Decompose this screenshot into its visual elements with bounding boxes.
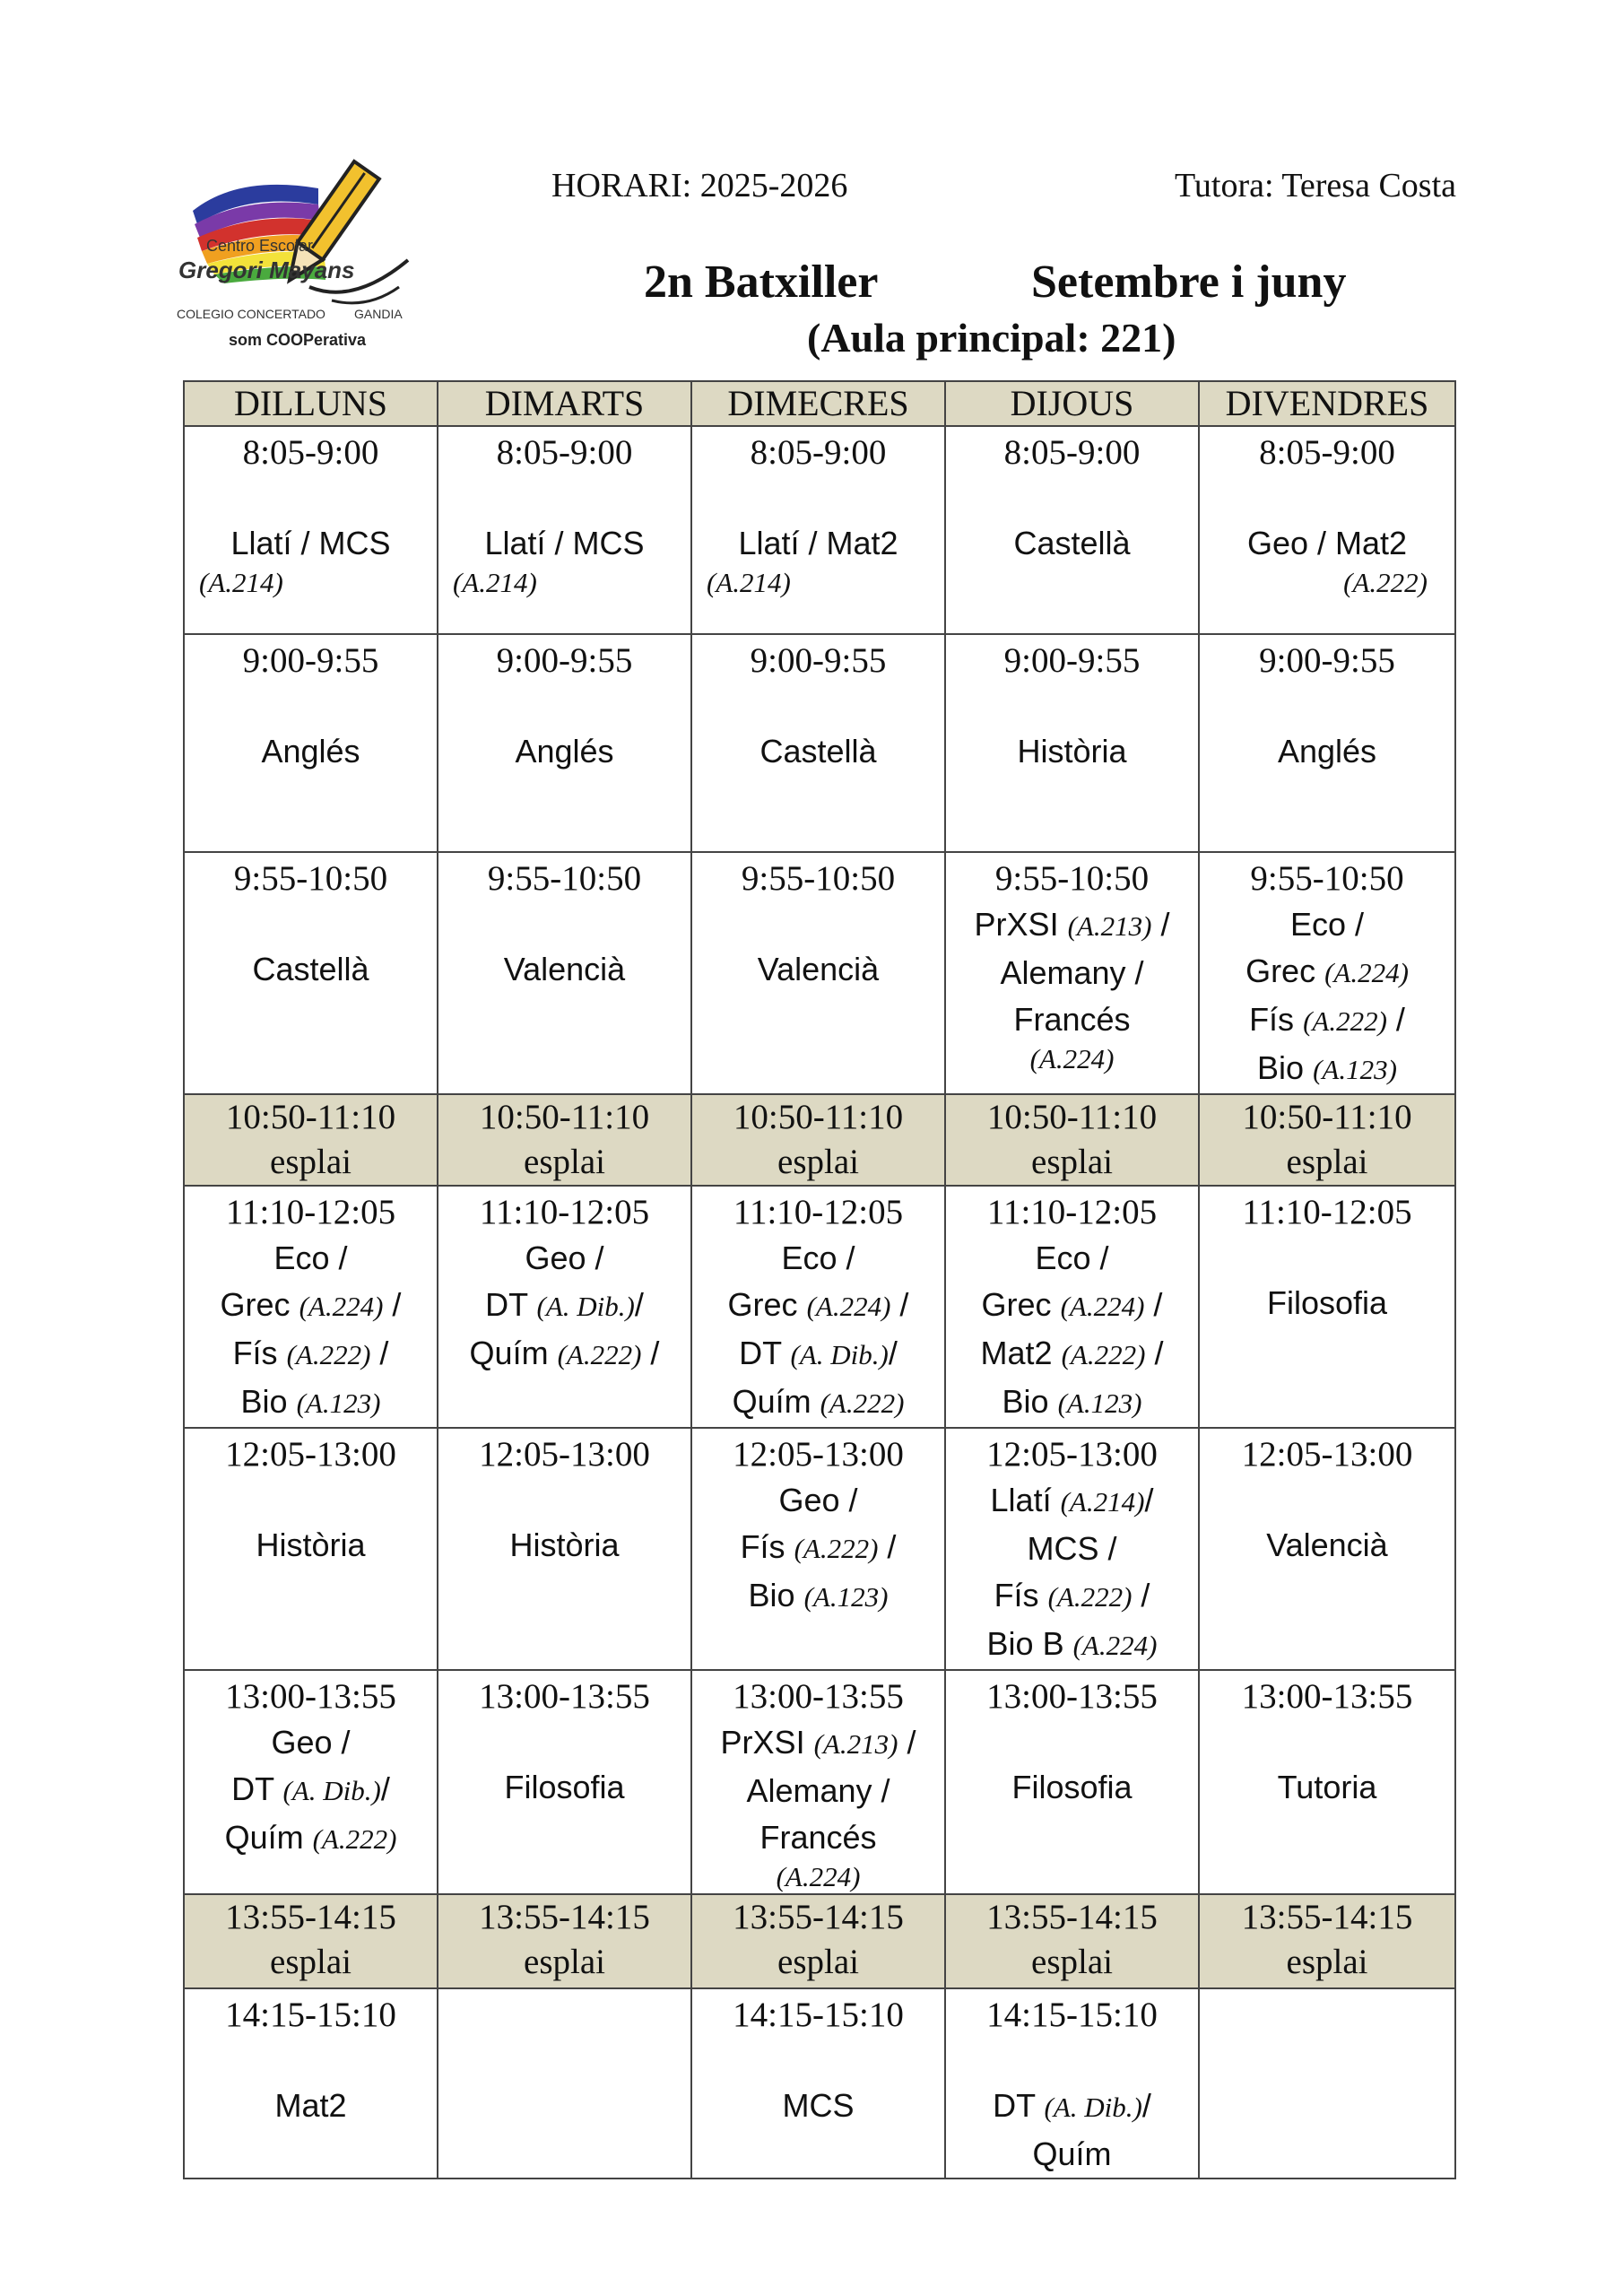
class-slot: 13:00-13:55 Filosofia <box>945 1670 1199 1894</box>
class-slot: 9:00-9:55 Història <box>945 634 1199 852</box>
logo-line5: som COOPerativa <box>229 331 367 349</box>
room-label: (A.222) <box>557 1339 642 1370</box>
room-label: (A. Dib.) <box>1044 2092 1142 2123</box>
class-slot: 13:00-13:55 Tutoria <box>1199 1670 1455 1894</box>
break-slot: 13:55-14:15 esplai <box>691 1894 945 1988</box>
day-header: DIMARTS <box>438 381 691 426</box>
break-slot: 10:50-11:10 esplai <box>184 1094 438 1186</box>
break-slot: 13:55-14:15 esplai <box>945 1894 1199 1988</box>
timetable <box>183 380 1456 2179</box>
class-slot: 9:55-10:50 Castellà <box>184 852 438 1094</box>
school-logo <box>175 152 444 354</box>
table-row <box>184 634 1455 852</box>
empty-slot <box>1199 1988 1455 2179</box>
room-label: (A. Dib.) <box>536 1291 635 1322</box>
logo-line3: COLEGIO CONCERTADO <box>177 307 325 321</box>
class-slot: 9:00-9:55 Anglés <box>184 634 438 852</box>
break-slot: 10:50-11:10 esplai <box>691 1094 945 1186</box>
table-row <box>184 1428 1455 1670</box>
main-classroom: (Aula principal: 221) <box>807 315 1176 361</box>
room-label: (A. Dib.) <box>790 1339 889 1370</box>
day-header: DIMECRES <box>691 381 945 426</box>
room-label: (A.123) <box>1313 1054 1397 1085</box>
class-slot: 12:05-13:00 Valencià <box>1199 1428 1455 1670</box>
day-header: DIJOUS <box>945 381 1199 426</box>
class-slot: 9:55-10:50 Valencià <box>438 852 691 1094</box>
room-label: (A.222) <box>1061 1339 1146 1370</box>
schedule-title: HORARI: 2025-2026 <box>551 167 848 204</box>
class-slot: 13:00-13:55 Geo / DT (A. Dib.)/ Quím (A.222) <box>184 1670 438 1894</box>
room-label: (A.213) <box>813 1728 898 1760</box>
break-slot: 10:50-11:10 esplai <box>1199 1094 1455 1186</box>
break-row <box>184 1094 1455 1186</box>
room-label: (A.224) <box>806 1291 891 1322</box>
room-label: (A.222) <box>820 1387 905 1419</box>
class-slot: 8:05-9:00 Llatí / MCS (A.214) <box>184 426 438 634</box>
class-slot: 9:00-9:55 Anglés <box>438 634 691 852</box>
class-slot: 8:05-9:00 Llatí / MCS (A.214) <box>438 426 691 634</box>
class-slot: 8:05-9:00 Llatí / Mat2 (A.214) <box>691 426 945 634</box>
room-label: (A.214) <box>453 567 537 598</box>
room-label: (A.123) <box>296 1387 381 1419</box>
class-slot: 12:05-13:00 Història <box>438 1428 691 1670</box>
room-label: (A.224) <box>299 1291 384 1322</box>
class-slot: 11:10-12:05 Eco / Grec (A.224) / Fís (A.222) / Bio (A.123) <box>184 1186 438 1428</box>
class-slot: 9:55-10:50 Valencià <box>691 852 945 1094</box>
class-slot: 12:05-13:00 Geo / Fís (A.222) / Bio (A.123) <box>691 1428 945 1670</box>
day-header: DILLUNS <box>184 381 438 426</box>
class-slot: 11:10-12:05 Eco / Grec (A.224) / DT (A. Dib.)/ Quím (A.222) <box>691 1186 945 1428</box>
class-slot: 9:00-9:55 Castellà <box>691 634 945 852</box>
class-slot: 14:15-15:10 Mat2 <box>184 1988 438 2179</box>
break-slot: 10:50-11:10 esplai <box>945 1094 1199 1186</box>
table-row <box>184 426 1455 634</box>
room-label: (A.224) <box>776 1861 861 1892</box>
room-label: (A.224) <box>1029 1043 1115 1074</box>
class-slot: 9:55-10:50 Eco / Grec (A.224) Fís (A.222) / Bio (A.123) <box>1199 852 1455 1094</box>
class-slot: 13:00-13:55 PrXSI (A.213) / Alemany / Francés (A.224) <box>691 1670 945 1894</box>
class-slot: 8:05-9:00 Geo / Mat2 (A.222) <box>1199 426 1455 634</box>
course-name: 2n Batxiller <box>644 257 879 308</box>
room-label: (A.222) <box>1047 1581 1133 1613</box>
class-slot: 9:55-10:50 PrXSI (A.213) / Alemany / Francés (A.224) <box>945 852 1199 1094</box>
day-header-row <box>184 381 1455 426</box>
room-label: (A.222) <box>312 1823 397 1855</box>
room-label: (A.222) <box>286 1339 371 1370</box>
room-label: (A.213) <box>1067 910 1152 942</box>
class-slot: 13:00-13:55 Filosofia <box>438 1670 691 1894</box>
room-label: (A.222) <box>794 1533 879 1564</box>
table-row <box>184 1988 1455 2179</box>
room-label: (A.222) <box>1303 1005 1387 1037</box>
period-label: Setembre i juny <box>1031 257 1347 308</box>
break-slot: 13:55-14:15 esplai <box>438 1894 691 1988</box>
break-slot: 13:55-14:15 esplai <box>184 1894 438 1988</box>
logo-line4: GANDIA <box>354 307 403 321</box>
class-slot: 12:05-13:00 Llatí (A.214)/ MCS / Fís (A.222) / Bio B (A.224) <box>945 1428 1199 1670</box>
logo-line2: Gregori Mayans <box>178 257 355 283</box>
table-row <box>184 852 1455 1094</box>
room-label: (A.123) <box>1057 1387 1142 1419</box>
room-label: (A.224) <box>1060 1291 1145 1322</box>
class-slot: 9:00-9:55 Anglés <box>1199 634 1455 852</box>
empty-slot <box>438 1988 691 2179</box>
class-slot: 11:10-12:05 Geo / DT (A. Dib.)/ Quím (A.222) / <box>438 1186 691 1428</box>
room-label: (A. Dib.) <box>282 1775 381 1806</box>
class-slot: 11:10-12:05 Filosofia <box>1199 1186 1455 1428</box>
break-slot: 10:50-11:10 esplai <box>438 1094 691 1186</box>
room-label: (A.214) <box>1060 1486 1145 1518</box>
class-slot: 14:15-15:10 MCS <box>691 1988 945 2179</box>
break-slot: 13:55-14:15 esplai <box>1199 1894 1455 1988</box>
room-label: (A.214) <box>707 567 791 598</box>
class-slot: 14:15-15:10 DT (A. Dib.)/ Quím <box>945 1988 1199 2179</box>
table-row <box>184 1670 1455 1894</box>
room-label: (A.214) <box>199 567 283 598</box>
room-label: (A.224) <box>1324 957 1409 988</box>
room-label: (A.123) <box>803 1581 889 1613</box>
table-row <box>184 1186 1455 1428</box>
day-header: DIVENDRES <box>1199 381 1455 426</box>
class-slot: 11:10-12:05 Eco / Grec (A.224) / Mat2 (A.222) / Bio (A.123) <box>945 1186 1199 1428</box>
class-slot: 8:05-9:00 Castellà <box>945 426 1199 634</box>
break-row <box>184 1894 1455 1988</box>
logo-line1: Centro Escolar <box>206 237 314 255</box>
class-slot: 12:05-13:00 Història <box>184 1428 438 1670</box>
room-label: (A.224) <box>1072 1630 1158 1661</box>
tutor-name: Tutora: Teresa Costa <box>1175 167 1456 204</box>
room-label: (A.222) <box>1343 567 1428 598</box>
